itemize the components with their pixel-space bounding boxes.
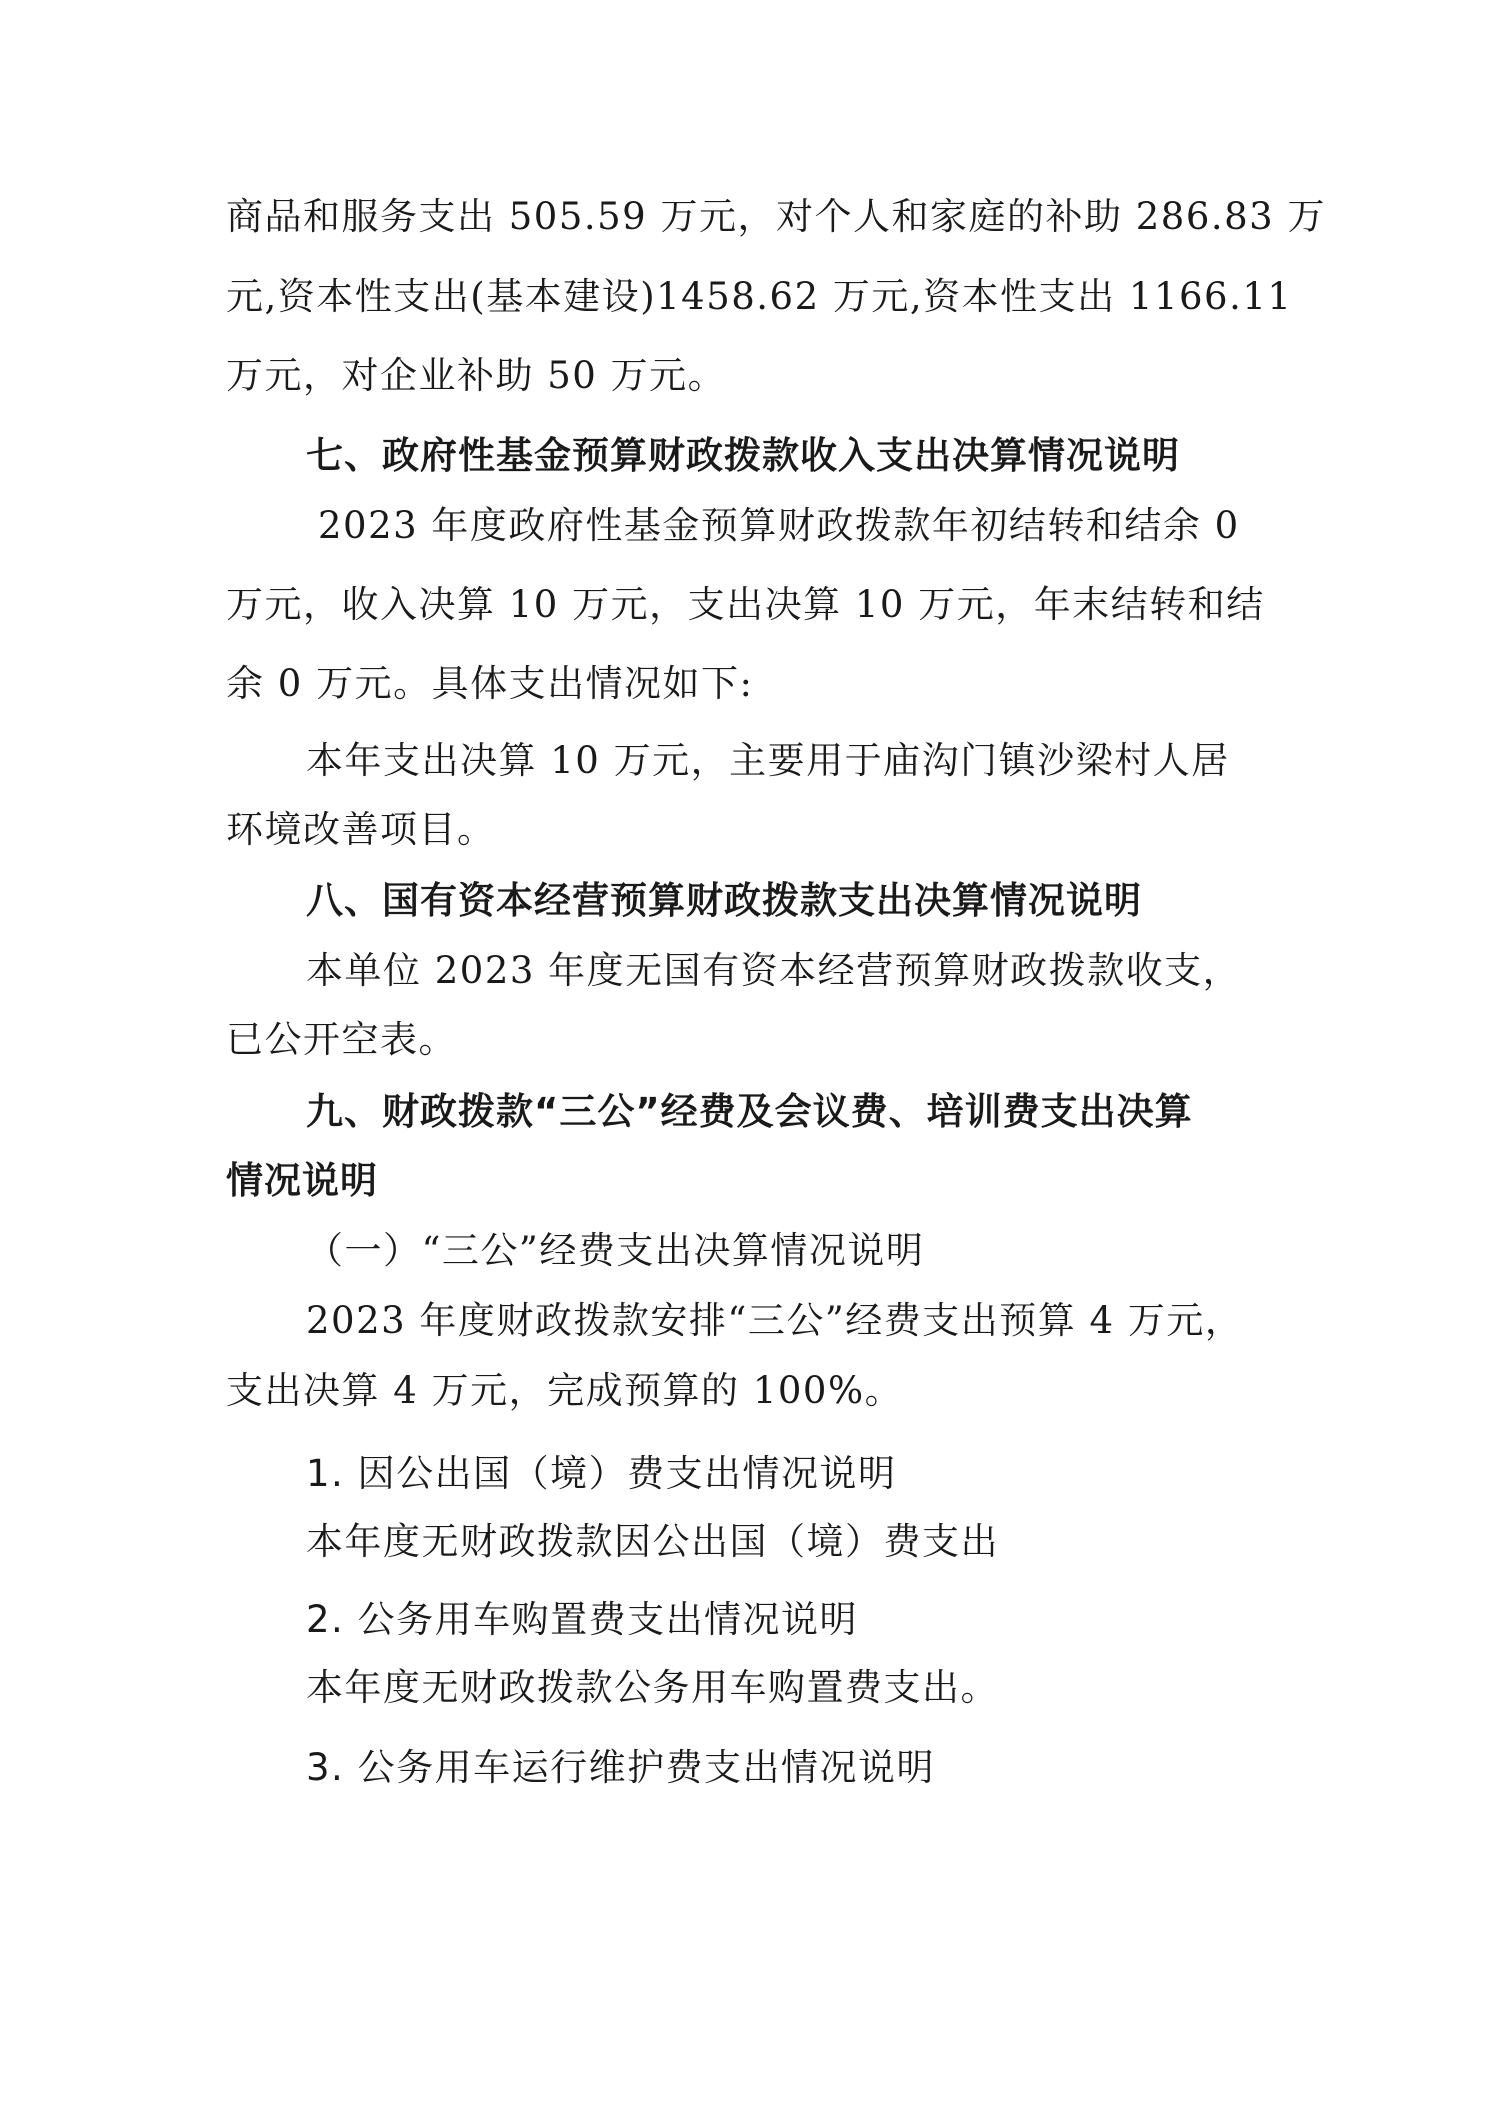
item-heading-2: 2. 公务用车购置费支出情况说明 (306, 1598, 859, 1641)
body-text-line: 本年度无财政拨款因公出国（境）费支出 (306, 1520, 999, 1563)
item-heading-1: 1. 因公出国（境）费支出情况说明 (306, 1452, 897, 1495)
section-heading-9: 九、财政拨款“三公”经费及会议费、培训费支出决算 (306, 1090, 1193, 1133)
body-text-line: 商品和服务支出 505.59 万元，对个人和家庭的补助 286.83 万 (226, 195, 1326, 238)
section-heading-8: 八、国有资本经营预算财政拨款支出决算情况说明 (306, 879, 1142, 922)
body-text-line: 元,资本性支出(基本建设)1458.62 万元,资本性支出 1166.11 (226, 275, 1293, 318)
body-text-line: 万元，收入决算 10 万元，支出决算 10 万元，年末结转和结 (226, 583, 1265, 626)
body-text-line: 万元，对企业补助 50 万元。 (226, 354, 727, 397)
body-text-line: 余 0 万元。具体支出情况如下: (226, 662, 754, 705)
body-text-line: 本年支出决算 10 万元，主要用于庙沟门镇沙梁村人居 (306, 739, 1230, 782)
body-text-line: 2023 年度财政拨款安排“三公”经费支出预算 4 万元， (306, 1299, 1244, 1342)
item-heading-3: 3. 公务用车运行维护费支出情况说明 (306, 1746, 936, 1789)
section-heading-9-continued: 情况说明 (226, 1159, 378, 1202)
body-text-line: 环境改善项目。 (226, 808, 496, 851)
body-text-line: 本单位 2023 年度无国有资本经营预算财政拨款收支， (306, 949, 1242, 992)
section-heading-7: 七、政府性基金预算财政拨款收入支出决算情况说明 (306, 434, 1180, 477)
subsection-heading: （一）“三公”经费支出决算情况说明 (306, 1229, 925, 1272)
body-text-line: 已公开空表。 (226, 1018, 457, 1061)
body-text-line: 本年度无财政拨款公务用车购置费支出。 (306, 1666, 999, 1709)
body-text-line: 支出决算 4 万元，完成预算的 100%。 (226, 1369, 904, 1412)
body-text-line: 2023 年度政府性基金预算财政拨款年初结转和结余 0 (318, 504, 1240, 547)
